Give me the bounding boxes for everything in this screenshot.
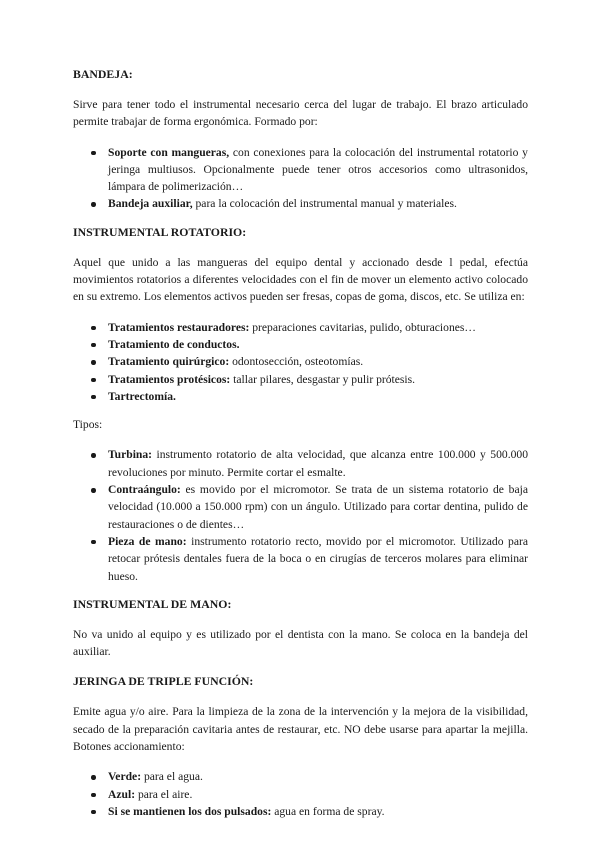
list-item [108, 446, 528, 481]
section-heading-mano: INSTRUMENTAL DE MANO: [73, 596, 232, 611]
item-term: Tratamiento de conductos. [108, 337, 240, 351]
item-term: Bandeja auxiliar, [108, 197, 193, 211]
rotatorio-uses-list [73, 319, 528, 405]
item-text: para la colocación del instrumental manual y materiales. [192, 197, 457, 211]
item-term: Tratamiento quirúrgico: [108, 355, 230, 369]
item-text: odontosección, osteotomías. [229, 355, 364, 369]
item-text: instrumento rotatorio de alta velocidad, que alcanza entre 100.000 y 500.000 revoluciones por minuto. Permite cortar el esmalte. [108, 448, 528, 479]
mano-intro: No va unido al equipo y es utilizado por el dentista con la mano. Se coloca en la bandeja del auxiliar. [73, 627, 528, 659]
section-heading-bandeja: BANDEJA: [73, 67, 133, 81]
section-heading-jeringa: JERINGA DE TRIPLE FUNCIÓN: [73, 674, 254, 689]
item-text: con conexiones para la colocación del instrumental rotatorio y jeringa multiusos. Opcionalmente puede tener otros accesorios como ultrasonidos, lámpara de polimerización… [108, 145, 528, 194]
item-term: Contraángulo: [108, 483, 181, 497]
item-term: Turbina: [108, 448, 153, 462]
list-item [108, 319, 528, 336]
bandeja-intro: Sirve para tener todo el instrumental necesario cerca del lugar de trabajo. El brazo articulado permite trabajar de forma ergonómica. Formado por: [73, 98, 528, 129]
item-text: es movido por el micromotor. Se trata de un sistema rotatorio de baja velocidad (10.000 a 150.000 rpm) con un ángulo. Utilizado para cortar dentina, pulido de restauraciones o de dientes… [108, 483, 528, 531]
bandeja-list [73, 144, 528, 213]
item-term: Si se mantienen los dos pulsados: [108, 804, 272, 818]
types-label: Tipos: [73, 418, 103, 432]
list-item [108, 768, 528, 785]
rotatorio-intro: Aquel que unido a las mangueras del equipo dental y accionado desde l pedal, efectúa movimientos rotatorios a diferentes velocidades con el fin de mover un elemento activo colocado en su extremo. Los elementos activos pueden ser fresas, copas de goma, discos, etc. Se utiliza en: [73, 255, 528, 304]
list-item [108, 803, 528, 820]
item-term: Soporte con mangueras, [108, 145, 230, 159]
item-text: agua en forma de spray. [271, 804, 385, 818]
item-term: Verde: [108, 770, 142, 784]
list-item [108, 195, 528, 212]
item-text: preparaciones cavitarias, pulido, obturaciones… [249, 320, 476, 334]
rotatorio-types-list [73, 446, 528, 584]
item-term: Tratamientos protésicos: [108, 372, 231, 386]
list-item [108, 371, 528, 388]
jeringa-intro: Emite agua y/o aire. Para la limpieza de la zona de la intervención y la mejora de la visibilidad, secado de la preparación cavitaria antes de restaurar, etc. NO debe usarse para apartar la mejilla. Botones accionamiento: [73, 705, 528, 754]
item-text: tallar pilares, desgastar y pulir prótesis. [230, 372, 416, 386]
item-term: Tartrectomía. [108, 389, 176, 403]
item-term: Tratamientos restauradores: [108, 320, 250, 334]
item-text: instrumento rotatorio recto, movido por el micromotor. Utilizado para retocar prótesis dentales fuera de la boca o en cirugías de terceros molares para eliminar hueso. [108, 534, 528, 583]
item-text: para el aire. [135, 787, 193, 801]
item-term: Azul: [108, 787, 136, 801]
list-item [108, 481, 528, 533]
item-text: para el agua. [141, 770, 203, 784]
list-item [108, 144, 528, 196]
list-item [108, 786, 528, 803]
jeringa-buttons-list [73, 768, 528, 820]
list-item [108, 533, 528, 585]
item-term: Pieza de mano: [108, 534, 187, 548]
list-item [108, 388, 528, 405]
list-item [108, 353, 528, 370]
section-heading-rotatorio: INSTRUMENTAL ROTATORIO: [73, 224, 247, 239]
list-item [108, 336, 528, 353]
